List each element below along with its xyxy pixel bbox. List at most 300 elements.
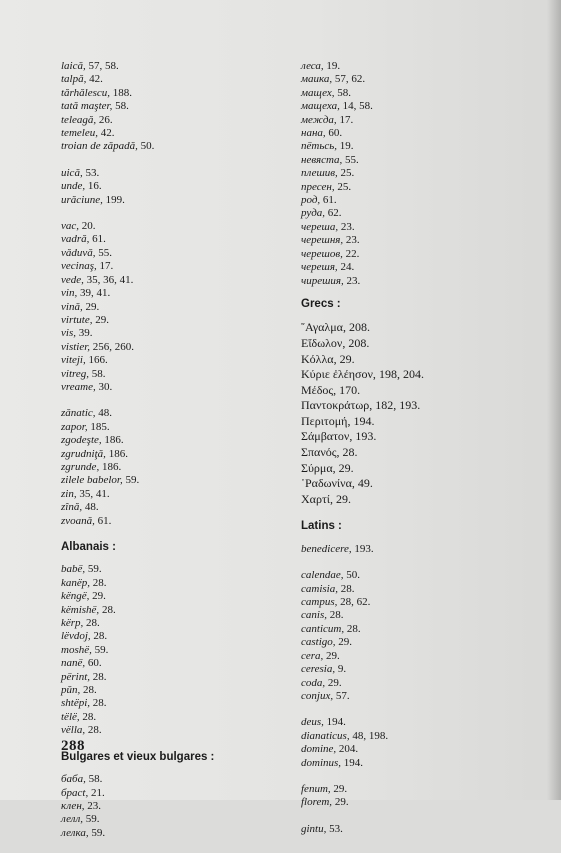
word-group (61, 60, 276, 154)
page-references: 185. (87, 420, 110, 433)
index-entry (301, 352, 541, 368)
index-word: văduvă, (61, 246, 96, 259)
page-references: 35, 41. (76, 487, 110, 500)
section-heading-albanais: Albanais : (61, 541, 116, 553)
index-word: fenum, (301, 782, 331, 795)
index-entry (61, 515, 276, 528)
index-entry (301, 73, 541, 86)
index-entry (301, 114, 541, 127)
slavic-word-list (301, 60, 541, 288)
page-references: 58. (334, 86, 351, 99)
index-word: пресен, (301, 180, 335, 193)
index-entry (61, 314, 276, 327)
index-entry (301, 429, 541, 445)
page-references: 21. (88, 786, 105, 799)
right-index-column (301, 60, 541, 849)
page-references: 28. (90, 630, 108, 643)
index-entry (61, 617, 276, 630)
page-references: 42. (97, 127, 115, 140)
index-word: dominus, (301, 756, 342, 769)
page-references: 25. (334, 180, 352, 193)
index-word: ceresia, (301, 663, 336, 676)
index-entry (61, 274, 276, 287)
page-references: 186. (101, 434, 124, 447)
word-group (301, 783, 541, 810)
index-word: tëlë, (61, 710, 80, 723)
index-entry (61, 813, 276, 826)
index-entry (301, 543, 541, 556)
page-references: 50. (343, 569, 360, 582)
page-references: 194. (323, 716, 346, 729)
page-references: 19. (336, 140, 354, 153)
index-entry (301, 336, 541, 352)
index-word: vecinaş, (61, 260, 97, 273)
index-word: zvoană, (61, 514, 95, 527)
page-references: 23. (338, 220, 355, 233)
bulgares-word-list (61, 773, 276, 840)
index-entry (301, 663, 541, 676)
page-references: 17. (96, 260, 114, 273)
page-references: 28. (326, 609, 344, 622)
index-word: moshë, (61, 643, 92, 656)
section-heading-bulgares: Bulgares et vieux bulgares : (61, 750, 215, 763)
word-group (61, 220, 276, 394)
index-entry (61, 407, 276, 420)
page-references: 29. (325, 676, 342, 689)
page-references: 26. (96, 113, 113, 126)
index-entry (61, 434, 276, 447)
index-entry (301, 730, 541, 743)
page-references: 59. (83, 813, 100, 826)
index-word: черешов, (301, 247, 343, 260)
page-references: 42. (86, 73, 103, 86)
index-entry (61, 260, 276, 273)
page-references: 59. (91, 643, 109, 656)
page-number: 288 (61, 738, 85, 754)
page-references: 28, 62. (337, 596, 371, 609)
index-word: zgrudniţă, (61, 447, 106, 460)
index-word: gintu, (301, 822, 327, 835)
page-references: 60. (85, 657, 102, 670)
page-references: 29. (323, 649, 340, 662)
page-references: 53. (82, 166, 100, 179)
index-entry (61, 501, 276, 514)
index-word: zgodeşte, (61, 434, 102, 447)
index-entry (61, 354, 276, 367)
index-entry (61, 421, 276, 434)
page-references: 48. (95, 407, 113, 420)
index-word: zgrunde, (61, 460, 100, 473)
index-word: vitreg, (61, 367, 89, 380)
index-word: Κύριε ἐλέησον, (301, 367, 376, 382)
index-entry (301, 127, 541, 140)
page-references: 29. (82, 300, 100, 313)
index-word: këmishë, (61, 603, 100, 616)
index-word: babë, (61, 563, 86, 576)
index-word: florem, (301, 796, 333, 809)
page-references: 23. (343, 234, 360, 247)
index-word: vac, (61, 220, 80, 233)
index-entry (301, 677, 541, 690)
page-references: 198, 204. (375, 367, 424, 382)
page-references: 208. (345, 335, 370, 350)
left-index-column (61, 60, 276, 853)
section-heading-grecs: Grecs : (301, 297, 341, 310)
index-entry (61, 381, 276, 394)
page-references: 58. (85, 773, 103, 786)
index-word: kanëp, (61, 576, 91, 589)
page-references: 199. (102, 193, 125, 206)
word-group (61, 167, 276, 207)
index-word: лелка, (61, 826, 89, 839)
page-references: 39. (75, 327, 93, 340)
page-references: 186. (105, 447, 128, 460)
page-references: 50. (137, 140, 155, 153)
index-entry (301, 398, 541, 414)
page-references: 35, 36, 41. (83, 273, 134, 286)
index-entry (61, 368, 276, 381)
page-references: 23. (84, 799, 102, 812)
index-word: vin, (61, 287, 78, 300)
page-references: 25. (337, 167, 355, 180)
index-word: нана, (301, 127, 326, 140)
index-entry (61, 604, 276, 617)
page-references: 62. (325, 207, 342, 220)
index-word: castigo, (301, 636, 336, 649)
index-entry (61, 127, 276, 140)
index-word: баба, (61, 773, 86, 786)
page-references: 193. (352, 429, 377, 444)
index-entry (301, 445, 541, 461)
index-word: zilele babelor, (61, 474, 123, 487)
index-entry (301, 690, 541, 703)
page-references: 39, 41. (77, 287, 111, 300)
page-references: 188. (110, 86, 132, 99)
index-entry (61, 233, 276, 246)
page-edge-shadow (547, 0, 561, 800)
index-entry (61, 341, 276, 354)
index-word: conjux, (301, 689, 334, 702)
index-word: черешя, (301, 261, 338, 274)
index-entry (301, 716, 541, 729)
index-entry (301, 583, 541, 596)
page-references: 53. (326, 822, 343, 835)
index-word: camisia, (301, 582, 338, 595)
greek-word-list (301, 320, 541, 507)
index-word: këngë, (61, 590, 90, 603)
page-references: 57, 62. (332, 73, 366, 86)
index-word: клен, (61, 799, 85, 812)
index-entry (61, 100, 276, 113)
page-references: 60. (325, 127, 343, 140)
index-word: canis, (301, 609, 327, 622)
index-entry (61, 697, 276, 710)
index-entry (61, 644, 276, 657)
index-word: Εἴδωλον, (301, 335, 346, 350)
index-word: cera, (301, 649, 324, 662)
page-references: 61. (89, 233, 106, 246)
index-word: zapor, (61, 420, 88, 433)
index-entry (301, 650, 541, 663)
index-entry (61, 488, 276, 501)
index-entry (301, 154, 541, 167)
index-word: маика, (301, 73, 333, 86)
index-word: zînă, (61, 501, 83, 514)
index-word: dianaticus, (301, 729, 350, 742)
index-word: talpă, (61, 73, 87, 86)
index-word: vëlla, (61, 724, 86, 737)
index-word: tărhălescu, (61, 86, 110, 99)
index-entry (61, 657, 276, 670)
index-word: плешив, (301, 167, 338, 180)
index-entry (301, 194, 541, 207)
page-references: 23. (343, 274, 361, 287)
index-word: череша, (301, 220, 339, 233)
index-word: uică, (61, 166, 83, 179)
index-entry (301, 248, 541, 261)
index-entry (301, 320, 541, 336)
index-entry (61, 194, 276, 207)
index-entry (301, 492, 541, 508)
page-references: 20. (79, 220, 96, 233)
index-word: lëvdoj, (61, 630, 91, 643)
page-references: 59. (88, 826, 106, 839)
page-references: 28. (90, 670, 107, 683)
index-word: vină, (61, 300, 83, 313)
index-entry (61, 114, 276, 127)
page-references: 48. (82, 501, 99, 514)
index-word: чирешия, (301, 274, 344, 287)
page-references: 28. (344, 622, 361, 635)
index-word: campus, (301, 596, 338, 609)
index-word: calendae, (301, 569, 344, 582)
romanian-word-groups (61, 60, 276, 528)
page-references: 29. (333, 491, 351, 506)
word-group (301, 823, 541, 836)
index-entry (301, 796, 541, 809)
index-word: coda, (301, 676, 326, 689)
page-references: 58. (112, 100, 129, 113)
page-references: 28. (85, 724, 102, 737)
index-entry (301, 181, 541, 194)
index-entry (301, 743, 541, 756)
index-word: vede, (61, 273, 84, 286)
page-references: 29. (335, 636, 353, 649)
index-word: ῞Αγαλμα, (301, 320, 346, 335)
page-references: 29. (335, 460, 354, 475)
index-entry (301, 234, 541, 247)
page-references: 170. (336, 382, 361, 397)
index-word: черешня, (301, 234, 344, 247)
page-references: 193. (351, 542, 374, 555)
index-entry (61, 220, 276, 233)
index-word: kërp, (61, 617, 84, 630)
index-entry (61, 590, 276, 603)
page-references: 48, 198. (349, 729, 389, 742)
index-word: zănatic, (61, 407, 96, 420)
index-entry (301, 261, 541, 274)
index-entry (61, 630, 276, 643)
page-references: 256, 260. (90, 340, 135, 353)
index-word: руда, (301, 207, 326, 220)
page-references: 57. (333, 689, 350, 702)
page-references: 59. (122, 474, 140, 487)
index-word: невяста, (301, 153, 343, 166)
page-references: 49. (354, 476, 373, 491)
index-entry (61, 60, 276, 73)
page-references: 186. (99, 460, 122, 473)
page-references: 29. (332, 796, 349, 809)
index-entry (301, 609, 541, 622)
index-word: tată maşter, (61, 100, 113, 113)
index-word: леса, (301, 60, 324, 72)
index-entry (301, 461, 541, 477)
index-entry (301, 623, 541, 636)
index-word: vis, (61, 327, 76, 340)
page-references: 29. (89, 590, 106, 603)
albanais-word-list (61, 563, 276, 737)
word-group (301, 543, 541, 556)
index-word: Περιτομή, (301, 413, 351, 428)
latin-word-groups (301, 543, 541, 836)
index-entry (61, 287, 276, 300)
index-entry (61, 800, 276, 813)
page-references: 22. (342, 247, 360, 260)
page-references: 208. (345, 320, 370, 335)
index-word: vistier, (61, 340, 91, 353)
page-references: 14, 58. (339, 100, 373, 113)
page-references: 24. (337, 261, 355, 274)
index-word: unde, (61, 180, 86, 193)
index-entry (61, 448, 276, 461)
index-entry (301, 60, 541, 73)
page-references: 29. (92, 313, 109, 326)
index-word: deus, (301, 716, 324, 729)
index-entry (61, 167, 276, 180)
index-word: viteji, (61, 354, 86, 367)
page-references: 182, 193. (372, 398, 421, 413)
page-references: 28. (80, 684, 97, 697)
page-references: 29. (330, 782, 348, 795)
page-references: 28. (99, 603, 116, 616)
page-references: 19. (323, 60, 341, 72)
index-word: nanë, (61, 657, 86, 670)
index-entry (61, 180, 276, 193)
index-entry (61, 684, 276, 697)
index-word: Σύρμα, (301, 460, 336, 475)
index-entry (61, 73, 276, 86)
index-word: domine, (301, 743, 337, 756)
page-references: 28. (339, 445, 358, 460)
word-group (301, 569, 541, 703)
page-references: 55. (95, 246, 113, 259)
index-word: Χαρτί, (301, 491, 333, 506)
index-word: vreame, (61, 380, 96, 393)
index-entry (301, 783, 541, 796)
index-word: benedicere, (301, 542, 352, 555)
index-word: пётьсь, (301, 140, 337, 153)
page-references: 28. (83, 617, 100, 630)
index-word: canticum, (301, 622, 345, 635)
index-entry (61, 787, 276, 800)
page-references: 16. (85, 180, 102, 193)
index-entry (61, 140, 276, 153)
index-entry (301, 823, 541, 836)
page-references: 17. (336, 113, 354, 126)
index-entry (61, 461, 276, 474)
index-word: Σπανός, (301, 445, 340, 460)
index-word: virtute, (61, 313, 93, 326)
index-word: мащеха, (301, 100, 340, 113)
index-entry (301, 367, 541, 383)
index-word: urăciune, (61, 193, 103, 206)
index-entry (301, 636, 541, 649)
page-references: 9. (335, 663, 347, 676)
index-word: vadră, (61, 233, 90, 246)
index-word: troian de zăpadă, (61, 140, 138, 153)
index-word: Παντοκράτωρ, (301, 398, 373, 413)
page-references: 58. (89, 367, 106, 380)
index-entry (301, 207, 541, 220)
index-entry (301, 414, 541, 430)
page-references: 61. (320, 194, 337, 207)
word-group (61, 407, 276, 528)
index-entry (301, 221, 541, 234)
index-word: мащех, (301, 86, 335, 99)
index-entry (61, 87, 276, 100)
index-word: Σάμβατον, (301, 429, 353, 444)
index-entry (301, 476, 541, 492)
index-word: temeleu, (61, 127, 98, 140)
index-word: shtëpi, (61, 697, 91, 710)
index-word: pŭn, (61, 684, 81, 697)
index-word: Μέδος, (301, 382, 337, 397)
index-word: ῾Ραδωνίνα, (301, 476, 355, 491)
page-references: 166. (85, 354, 108, 367)
page-references: 55. (342, 153, 359, 166)
index-entry (301, 275, 541, 288)
index-word: teleagă, (61, 113, 97, 126)
page-references: 28. (90, 697, 107, 710)
index-word: laică, (61, 60, 86, 72)
page-references: 29. (336, 351, 355, 366)
page-references: 28. (337, 582, 355, 595)
index-entry (61, 724, 276, 737)
index-word: род, (301, 194, 321, 207)
page-references: 61. (94, 514, 112, 527)
index-word: брact, (61, 786, 89, 799)
index-entry (61, 671, 276, 684)
index-entry (61, 474, 276, 487)
index-entry (61, 327, 276, 340)
index-entry (61, 301, 276, 314)
index-entry (301, 596, 541, 609)
page-references: 194. (341, 756, 364, 769)
page-references: 194. (350, 413, 375, 428)
index-entry (301, 87, 541, 100)
index-entry (301, 167, 541, 180)
page-references: 28. (90, 576, 107, 589)
page-references: 59. (85, 563, 102, 576)
index-entry (301, 757, 541, 770)
word-group (301, 716, 541, 770)
page-references: 30. (95, 380, 113, 393)
index-entry (61, 577, 276, 590)
page-references: 204. (336, 743, 359, 756)
index-word: межда, (301, 113, 337, 126)
index-entry (61, 827, 276, 840)
section-heading-latins: Latins : (301, 520, 342, 533)
